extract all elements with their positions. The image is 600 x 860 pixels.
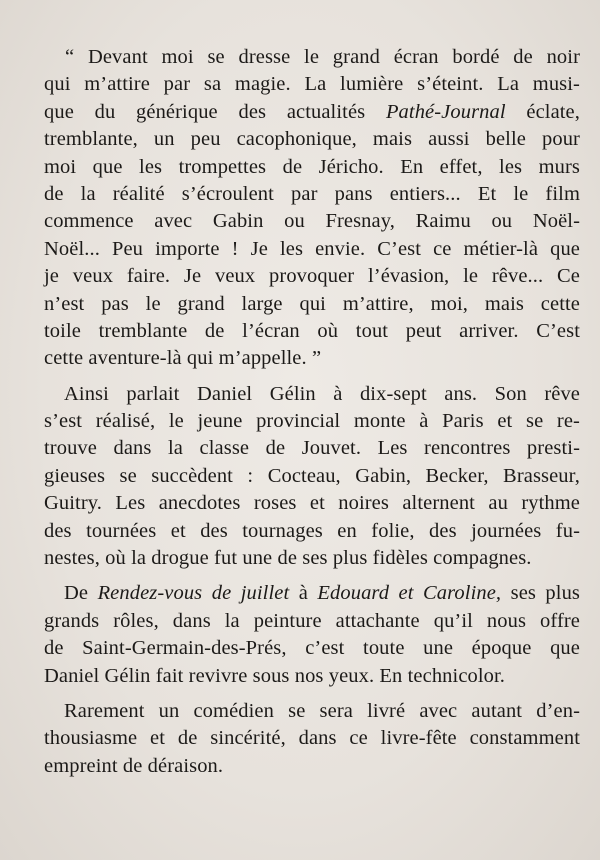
- text-line: de Saint-Germain-des-Prés, c’est toute une époque que: [44, 637, 580, 660]
- text-line: Noël... Peu importe ! Je les envie. C’est ce métier-là que: [44, 237, 580, 260]
- paragraph-2: [44, 381, 580, 573]
- title-italic: Pathé-Journal: [385, 100, 506, 123]
- text-line: de la réalité s’écroulent par pans entiers... Et le film: [44, 182, 580, 205]
- text-line: [44, 99, 580, 126]
- text-line: gieuses se succèdent : Cocteau, Gabin, Becker, Brasseur,: [44, 464, 580, 487]
- title-italic: Rendez-vous de juillet: [97, 582, 290, 605]
- text-segment: à: [289, 582, 318, 605]
- text-line: grands rôles, dans la peinture attachante qu’il nous offre: [44, 609, 580, 632]
- text-line: Rarement un comédien se sera livré avec autant d’en-: [64, 699, 580, 722]
- blurb-text: [44, 44, 580, 788]
- text-line: moi que les trompettes de Jéricho. En effet, les murs: [44, 155, 580, 178]
- text-line: s’est réalisé, le jeune provincial monte à Paris et se re-: [44, 410, 580, 433]
- text-line: empreint de déraison.: [44, 754, 224, 777]
- title-italic: Edouard et Caroline,: [317, 582, 502, 605]
- text-line: commence avec Gabin ou Fresnay, Raimu ou Noël-: [44, 210, 580, 233]
- text-line: je veux faire. Je veux provoquer l’évasion, le rêve... Ce: [44, 265, 580, 288]
- text-line: nestes, où la drogue fut une de ses plus fidèles compagnes.: [44, 547, 532, 570]
- paragraph-1: [44, 44, 580, 373]
- text-segment: que du générique des actualités: [44, 100, 386, 123]
- text-line: [44, 580, 580, 607]
- text-segment: éclate,: [505, 100, 580, 123]
- paragraph-4: [44, 698, 580, 780]
- text-line: des tournées et des tournages en folie, des journées fu-: [44, 519, 580, 542]
- text-line: trouve dans la classe de Jouvet. Les rencontres presti-: [44, 437, 580, 460]
- text-line: toile tremblante de l’écran où tout peut arriver. C’est: [44, 319, 580, 342]
- text-line: Guitry. Les anecdotes roses et noires alternent au rythme: [44, 492, 580, 515]
- text-line: “ Devant moi se dresse le grand écran bordé de noir: [65, 46, 580, 68]
- text-segment: De: [64, 582, 98, 605]
- text-line: n’est pas le grand large qui m’attire, moi, mais cette: [44, 292, 580, 315]
- text-line: thousiasme et de sincérité, dans ce livre-fête constamment: [44, 727, 580, 750]
- text-line: qui m’attire par sa magie. La lumière s’éteint. La musi-: [44, 73, 580, 96]
- text-line: Ainsi parlait Daniel Gélin à dix-sept ans. Son rêve: [64, 382, 580, 405]
- text-line: cette aventure-là qui m’appelle. ”: [44, 347, 322, 370]
- text-segment: ses plus: [501, 582, 580, 605]
- text-line: Daniel Gélin fait revivre sous nos yeux. En technicolor.: [44, 664, 506, 687]
- text-line: tremblante, un peu cacophonique, mais aussi belle pour: [44, 128, 580, 151]
- paragraph-3: [44, 580, 580, 690]
